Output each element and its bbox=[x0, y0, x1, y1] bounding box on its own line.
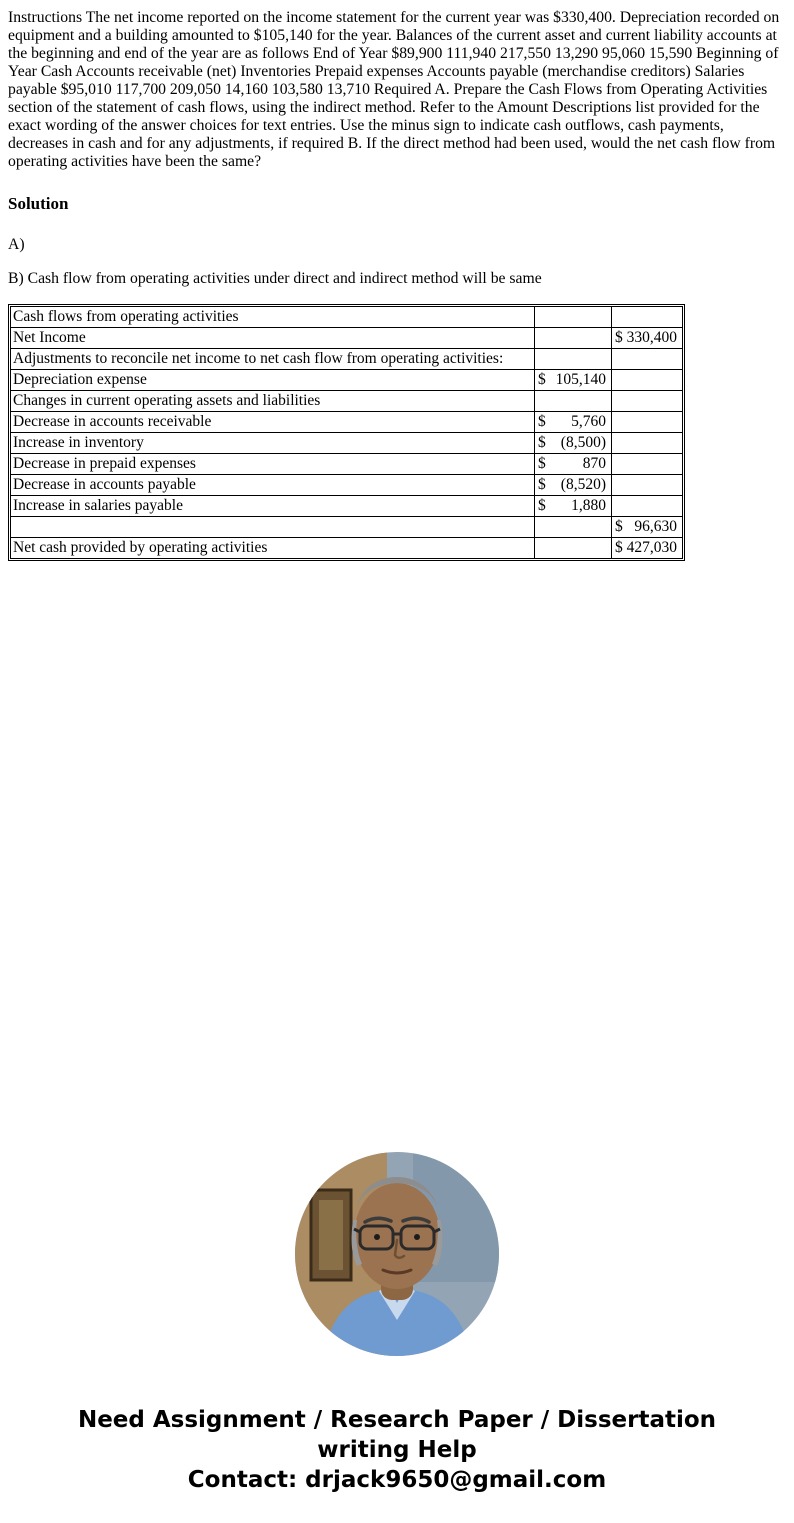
row-label: Increase in salaries payable bbox=[13, 497, 183, 514]
amount-cell-right bbox=[612, 454, 683, 475]
dollar-sign: $ bbox=[538, 476, 546, 493]
part-b-answer: B) Cash flow from operating activities under direct and indirect method will be same bbox=[8, 270, 542, 287]
row-label-cell bbox=[11, 370, 535, 391]
row-label: Increase in inventory bbox=[13, 434, 144, 451]
dollar-sign: $ bbox=[538, 434, 546, 451]
row-label-cell bbox=[11, 454, 535, 475]
amount-cell-right bbox=[612, 307, 683, 328]
amount-cell-mid bbox=[535, 517, 612, 538]
amount-cell-right bbox=[612, 538, 683, 559]
footer-heading-line1: Need Assignment / Research Paper / Dissertation bbox=[77, 1407, 717, 1433]
footer-heading-line2: writing Help bbox=[317, 1437, 477, 1463]
amount-cell-right bbox=[612, 349, 683, 370]
row-label-cell bbox=[11, 496, 535, 517]
dollar-sign: $ bbox=[538, 413, 546, 430]
amount-cell-mid bbox=[535, 307, 612, 328]
row-label-cell bbox=[11, 517, 535, 538]
amount-cell-right bbox=[612, 433, 683, 454]
cashflow-table bbox=[10, 306, 683, 559]
amount-cell-mid bbox=[535, 433, 612, 454]
row-label-cell bbox=[11, 412, 535, 433]
amount-cell-mid bbox=[535, 475, 612, 496]
person-illustration bbox=[295, 1152, 499, 1356]
row-label: Net Income bbox=[13, 329, 86, 346]
row-label-cell bbox=[11, 307, 535, 328]
amount-cell-mid bbox=[535, 538, 612, 559]
row-label-cell bbox=[11, 391, 535, 412]
table-row bbox=[11, 538, 683, 559]
table-row bbox=[11, 370, 683, 391]
amount-cell-mid bbox=[535, 328, 612, 349]
cashflow-table-body bbox=[11, 307, 683, 559]
amount-value: (8,520) bbox=[560, 476, 606, 493]
row-label: Adjustments to reconcile net income to net cash flow from operating activities: bbox=[13, 350, 504, 367]
amount-cell-mid bbox=[535, 370, 612, 391]
row-label-cell bbox=[11, 433, 535, 454]
table-row bbox=[11, 328, 683, 349]
amount-cell-mid bbox=[535, 412, 612, 433]
row-label: Changes in current operating assets and liabilities bbox=[13, 392, 321, 409]
row-label: Net cash provided by operating activities bbox=[13, 539, 268, 556]
amount-cell-mid bbox=[535, 349, 612, 370]
footer-banner bbox=[0, 1405, 794, 1495]
dollar-sign: $ bbox=[538, 371, 546, 388]
part-a-label: A) bbox=[8, 236, 25, 253]
table-row bbox=[11, 454, 683, 475]
amount-cell-right bbox=[612, 391, 683, 412]
amount-value: 870 bbox=[582, 455, 606, 472]
amount-value: 105,140 bbox=[555, 371, 606, 388]
table-row bbox=[11, 517, 683, 538]
amount-cell-right bbox=[612, 475, 683, 496]
row-label: Decrease in prepaid expenses bbox=[13, 455, 196, 472]
amount-value: 96,630 bbox=[634, 518, 677, 535]
amount-value: 427,030 bbox=[626, 539, 677, 556]
table-row bbox=[11, 496, 683, 517]
footer-contact-email: Contact: drjack9650@gmail.com bbox=[187, 1467, 607, 1493]
row-label: Decrease in accounts payable bbox=[13, 476, 196, 493]
table-row bbox=[11, 475, 683, 496]
amount-value: 330,400 bbox=[626, 329, 677, 346]
table-row bbox=[11, 307, 683, 328]
amount-cell-right bbox=[612, 370, 683, 391]
instructions-paragraph: Instructions The net income reported on the income statement for the current year was $330,400. Depreciation recorded on equipment and a building amounted to $105,140 for the year. Balances of the current asset and current liability accounts at the beginning and end of the year are as follows End of Year $89,900 111,940 217,550 13,290 95,060 15,590 Beginning of Year Cash Accounts receivable (net) Inventories Prepaid expenses Accounts payable (merchandise creditors) Salaries payable $95,010 117,700 209,050 14,160 103,580 13,710 Required A. Prepare the Cash Flows from Operating Activities section of the statement of cash flows, using the indirect method. Refer to the Amount Descriptions list provided for the exact wording of the answer choices for text entries. Use the minus sign to indicate cash outflows, cash payments, decreases in cash and for any adjustments, if required B. If the direct method had been used, would the net cash flow from operating activities have been the same? bbox=[8, 9, 780, 170]
amount-cell-mid bbox=[535, 454, 612, 475]
dollar-sign: $ bbox=[615, 518, 623, 535]
row-label-cell bbox=[11, 328, 535, 349]
table-row bbox=[11, 433, 683, 454]
amount-cell-right bbox=[612, 328, 683, 349]
row-label-cell bbox=[11, 538, 535, 559]
amount-value: 5,760 bbox=[571, 413, 606, 430]
solution-heading: Solution bbox=[8, 194, 69, 213]
dollar-sign: $ bbox=[615, 329, 623, 346]
dollar-sign: $ bbox=[538, 497, 546, 514]
amount-cell-right bbox=[612, 496, 683, 517]
table-row bbox=[11, 349, 683, 370]
amount-cell-mid bbox=[535, 496, 612, 517]
cashflow-table-border bbox=[8, 304, 685, 561]
amount-value: (8,500) bbox=[560, 434, 606, 451]
tutor-avatar bbox=[295, 1152, 499, 1356]
amount-cell-right bbox=[612, 412, 683, 433]
table-row bbox=[11, 412, 683, 433]
amount-cell-right bbox=[612, 517, 683, 538]
row-label-cell bbox=[11, 349, 535, 370]
amount-cell-mid bbox=[535, 391, 612, 412]
cashflow-table-block bbox=[8, 304, 794, 566]
row-label: Decrease in accounts receivable bbox=[13, 413, 212, 430]
row-label: Depreciation expense bbox=[13, 371, 147, 388]
row-label-cell bbox=[11, 475, 535, 496]
row-label: Cash flows from operating activities bbox=[13, 308, 239, 325]
table-row bbox=[11, 391, 683, 412]
dollar-sign: $ bbox=[615, 539, 623, 556]
amount-value: 1,880 bbox=[571, 497, 606, 514]
dollar-sign: $ bbox=[538, 455, 546, 472]
